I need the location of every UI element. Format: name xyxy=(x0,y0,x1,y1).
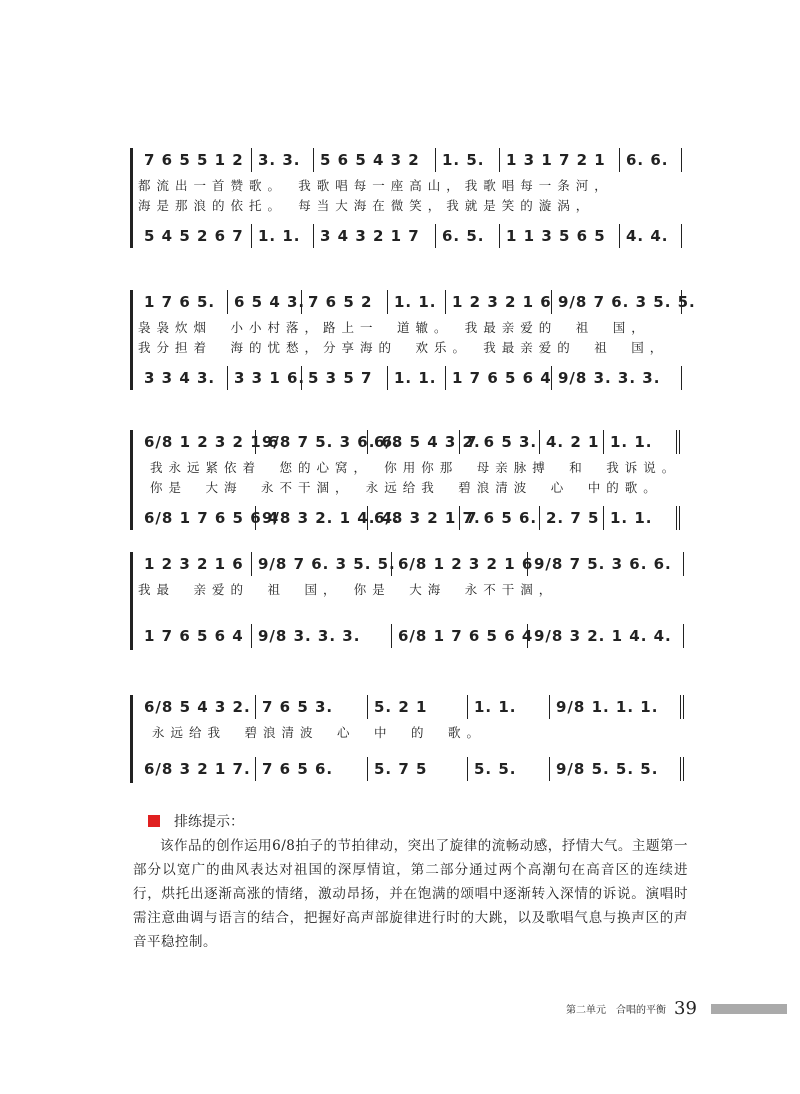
measure: 1 2 3 2 1 6 xyxy=(446,290,552,314)
measure: 1. 1. xyxy=(604,430,680,454)
lower-staff xyxy=(138,757,686,781)
measure: 9/8 7 5. 3 6. 6. xyxy=(256,430,368,454)
measure: 1 7 6 5 6 4 xyxy=(446,366,552,390)
score-system-1 xyxy=(130,148,686,248)
lyric-verse-2: 我分担着 海的忧愁，分享海的 欢乐。 我最亲爱的 祖 国， xyxy=(138,340,669,355)
measure: 6/8 1 7 6 5 6 4 xyxy=(138,506,256,530)
measure: 9/8 3 2. 1 4. 4. xyxy=(256,506,368,530)
hint-title: 排练提示： xyxy=(174,814,244,830)
upper-staff xyxy=(138,552,686,576)
page-footer xyxy=(566,998,787,1019)
lower-staff xyxy=(138,506,686,530)
measure: 1 7 6 5 6 4 xyxy=(138,624,252,648)
measure: 6. 6. xyxy=(620,148,682,172)
measure: 5. 5. xyxy=(468,757,550,781)
measure: 7 6 5 6. xyxy=(256,757,368,781)
measure: 6/8 1 2 3 2 1 6 xyxy=(138,430,256,454)
measure: 9/8 7 6. 3 5. 5. xyxy=(252,552,392,576)
measure: 5 4 5 2 6 7 xyxy=(138,224,252,248)
measure: 5 6 5 4 3 2 xyxy=(314,148,436,172)
measure: 5. 2 1 xyxy=(368,695,468,719)
measure: 9/8 3. 3. 3. xyxy=(252,624,392,648)
page-number: 39 xyxy=(674,998,697,1019)
measure: 4. 4. xyxy=(620,224,682,248)
measure: 1. 1. xyxy=(468,695,550,719)
score-system-3 xyxy=(130,430,686,530)
upper-staff xyxy=(138,148,686,172)
measure: 6/8 1 7 6 5 6 4 xyxy=(392,624,528,648)
measure: 6/8 5 4 3 2. xyxy=(368,430,460,454)
measure: 1 3 1 7 2 1 xyxy=(500,148,620,172)
measure: 7 6 5 2 xyxy=(302,290,388,314)
lower-staff xyxy=(138,366,686,390)
measure: 9/8 7 6. 3 5. 5. xyxy=(552,290,682,314)
upper-staff xyxy=(138,695,686,719)
upper-staff xyxy=(138,290,696,314)
section-label: 第二单元 合唱的平衡 xyxy=(566,1005,666,1016)
footer-bar xyxy=(711,1004,787,1014)
measure: 1 1 3 5 6 5 xyxy=(500,224,620,248)
measure: 6 5 4 3. xyxy=(228,290,302,314)
measure: 1. 5. xyxy=(436,148,500,172)
measure: 1. 1. xyxy=(388,290,446,314)
measure: 6/8 5 4 3 2. xyxy=(138,695,256,719)
score-system-4 xyxy=(130,552,686,650)
measure: 3 3 1 6. xyxy=(228,366,302,390)
measure: 3. 3. xyxy=(252,148,314,172)
score-system-5 xyxy=(130,695,686,783)
measure: 9/8 3. 3. 3. xyxy=(552,366,682,390)
measure: 9/8 1. 1. 1. xyxy=(550,695,684,719)
measure: 1. 1. xyxy=(388,366,446,390)
lyric-verse-1: 永远给我 碧浪清波 心 中 的 歌。 xyxy=(152,725,486,740)
score-system-2 xyxy=(130,290,696,390)
hint-heading xyxy=(148,811,244,831)
measure: 3 4 3 2 1 7 xyxy=(314,224,436,248)
measure: 1. 1. xyxy=(604,506,680,530)
hint-paragraph: 该作品的创作运用6/8拍子的节拍律动，突出了旋律的流畅动感，抒情大气。主题第一部分以宽广的曲风表达对祖国的深厚情谊，第二部分通过两个高潮句在高音区的连续进行，烘托出逐渐高涨的情绪，激动昂扬，并在饱满的颂唱中逐渐转入深情的诉说。演唱时需注意曲调与语言的结合，把握好高声部旋律进行时的大跳，以及歌唱气息与换声区的声音平稳控制。 xyxy=(133,838,688,950)
measure: 7 6 5 6. xyxy=(460,506,540,530)
lyric-verse-2: 你是 大海 永不干涸， 永远给我 碧浪清波 心 中的歌。 xyxy=(150,480,662,495)
lyric-verse-1: 都流出一首赞歌。 我歌唱每一座高山，我歌唱每一条河， xyxy=(138,178,613,193)
lyric-verse-2: 海是那浪的依托。 每当大海在微笑，我就是笑的漩涡， xyxy=(138,198,595,213)
red-square-icon xyxy=(148,815,160,827)
measure: 1 7 6 5. xyxy=(138,290,228,314)
measure: 2. 7 5 xyxy=(540,506,604,530)
measure: 7 6 5 5 1 2 xyxy=(138,148,252,172)
measure: 5. 7 5 xyxy=(368,757,468,781)
measure: 3 3 4 3. xyxy=(138,366,228,390)
measure: 7 6 5 3. xyxy=(256,695,368,719)
measure: 4. 2 1 xyxy=(540,430,604,454)
measure: 9/8 5. 5. 5. xyxy=(550,757,684,781)
lower-staff xyxy=(138,224,686,248)
lyric-verse-1: 袅袅炊烟 小小村落，路上一 道辙。 我最亲爱的 祖 国， xyxy=(138,320,650,335)
measure: 6/8 3 2 1 7. xyxy=(368,506,460,530)
lyric-verse-1: 我永远紧依着 您的心窝， 你用你那 母亲脉搏 和 我诉说。 xyxy=(150,460,681,475)
measure: 5 3 5 7 xyxy=(302,366,388,390)
lyric-verse-1: 我最 亲爱的 祖 国， 你是 大海 永不干涸， xyxy=(138,582,558,597)
lower-staff xyxy=(138,624,686,648)
measure: 9/8 7 5. 3 6. 6. xyxy=(528,552,684,576)
measure: 9/8 3 2. 1 4. 4. xyxy=(528,624,684,648)
measure: 1 2 3 2 1 6 xyxy=(138,552,252,576)
measure: 1. 1. xyxy=(252,224,314,248)
measure: 7 6 5 3. xyxy=(460,430,540,454)
measure: 6. 5. xyxy=(436,224,500,248)
measure: 6/8 1 2 3 2 1 6 xyxy=(392,552,528,576)
measure: 6/8 3 2 1 7. xyxy=(138,757,256,781)
upper-staff xyxy=(138,430,686,454)
